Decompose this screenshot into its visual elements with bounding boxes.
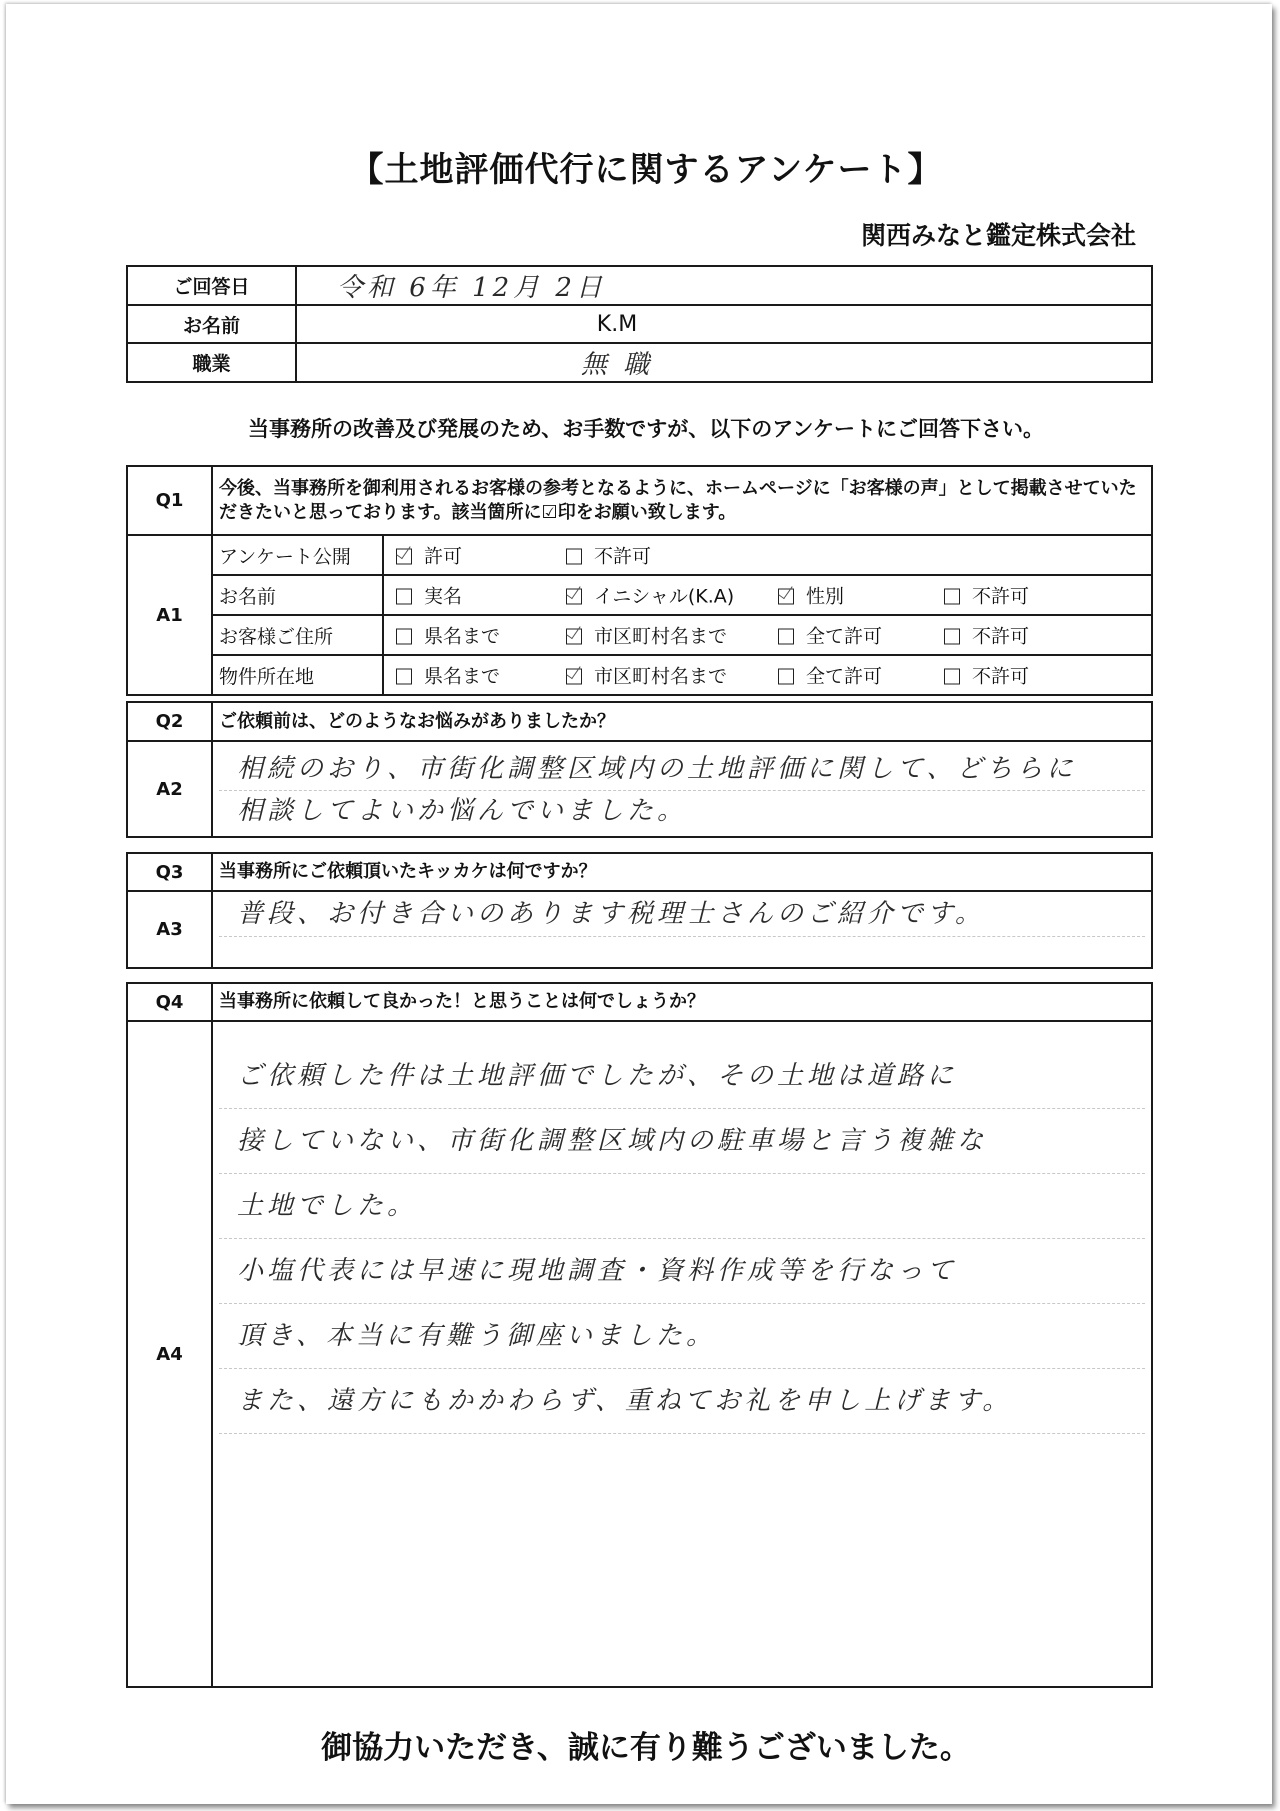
date-label: ご回答日 [127,266,296,305]
q3-label: Q3 [127,853,212,891]
closing-text: 御協力いただき、誠に有り難うございました。 [321,1730,971,1766]
option-all[interactable] [778,662,882,689]
option-label: 市区町村名まで [594,625,728,648]
option-label: 不許可 [594,545,652,568]
option-label: イニシャル(K.A) [594,585,735,608]
job-label: 職業 [127,343,296,382]
a1-row-label: お客様ご住所 [212,615,383,655]
a2-answer[interactable] [212,741,1152,837]
option-label: 市区町村名まで [594,665,728,688]
option-prefecture[interactable] [396,622,500,649]
a1-row-name [127,575,1152,615]
checkbox-checked-icon[interactable] [396,549,412,565]
a1-options [383,655,1152,695]
company-name: 関西みなと鑑定株式会社 [860,221,1136,250]
a1-row-address [127,615,1152,655]
option-label: 全て許可 [806,665,883,688]
q3-table [126,852,1153,969]
checkbox-icon[interactable] [944,589,960,605]
respondent-table [126,265,1153,383]
option-gender[interactable] [778,582,844,609]
answer-line: ご依頼した件は土地評価でしたが、その土地は道路に [219,1044,1145,1109]
option-label: 許可 [424,545,463,568]
checkbox-icon[interactable] [396,629,412,645]
answer-line: 普段、お付き合いのあります税理士さんのご紹介です。 [219,892,1145,937]
option-municipality[interactable] [566,622,727,649]
option-all[interactable] [778,622,882,649]
a3-label: A3 [127,891,212,968]
option-municipality[interactable] [566,662,727,689]
checkbox-icon[interactable] [944,629,960,645]
option-deny[interactable] [944,662,1029,689]
option-permit[interactable] [396,542,462,569]
name-row [127,305,1152,343]
document-title: 【土地評価代行に関するアンケート】 [349,150,943,190]
job-value[interactable]: 無 職 [296,343,1152,382]
date-value[interactable]: 令和 6年 12月 2日 [296,266,1152,305]
answer-line: 小塩代表には早速に現地調査・資料作成等を行なって [219,1239,1145,1304]
q2-label: Q2 [127,702,212,741]
a1-options [383,575,1152,615]
option-label: 性別 [806,585,845,608]
a1-options [383,535,1152,575]
option-label: 実名 [424,585,463,608]
answer-line: 接していない、市街化調整区域内の駐車場と言う複雑な [219,1109,1145,1174]
q3-row [127,853,1152,891]
option-label: 県名まで [424,665,501,688]
checkbox-checked-icon[interactable] [566,669,582,685]
checkbox-checked-icon[interactable] [566,629,582,645]
option-label: 県名まで [424,625,501,648]
checkbox-icon[interactable] [778,629,794,645]
name-label: お名前 [127,305,296,343]
q2-question: ご依頼前は、どのようなお悩みがありましたか？ [212,702,1152,741]
checkbox-icon[interactable] [396,669,412,685]
option-initials[interactable] [566,582,734,609]
a1-row-label: お名前 [212,575,383,615]
option-label: 不許可 [972,585,1030,608]
job-row [127,343,1152,382]
answer-line: 相続のおり、市街化調整区域内の土地評価に関して、どちらに [219,748,1145,791]
answer-line: 相談してよいか悩んでいました。 [237,795,688,826]
option-label: 全て許可 [806,625,883,648]
a2-label: A2 [127,741,212,837]
a1-options [383,615,1152,655]
a2-row [127,741,1152,837]
answer-line: 頂き、本当に有難う御座いました。 [219,1304,1145,1369]
a1-row-property [127,655,1152,695]
q4-question: 当事務所に依頼して良かった！と思うことは何でしょうか？ [212,983,1152,1021]
survey-page [6,4,1272,1804]
checkbox-checked-icon[interactable] [566,589,582,605]
checkbox-checked-icon[interactable] [778,589,794,605]
name-value[interactable]: K.M [296,305,1152,343]
checkbox-icon[interactable] [944,669,960,685]
checkbox-icon[interactable] [396,589,412,605]
a1-row-label: 物件所在地 [212,655,383,695]
option-deny[interactable] [944,622,1029,649]
answer-line: また、遠方にもかかわらず、重ねてお礼を申し上げます。 [219,1369,1145,1434]
a1-row-publish [127,535,1152,575]
option-real-name[interactable] [396,582,462,609]
a1-row-label: アンケート公開 [212,535,383,575]
answer-line: 土地でした。 [219,1174,1145,1239]
checkbox-icon[interactable] [778,669,794,685]
a4-answer[interactable] [212,1021,1152,1687]
q2-table [126,701,1153,838]
q1-table [126,465,1153,696]
a4-label: A4 [127,1021,212,1687]
a3-answer[interactable] [212,891,1152,968]
a3-row [127,891,1152,968]
intro-text: 当事務所の改善及び発展のため、お手数ですが、以下のアンケートにご回答下さい。 [248,417,1044,441]
q1-row [127,466,1152,535]
q4-table [126,982,1153,1688]
a1-label: A1 [127,535,212,695]
option-prefecture[interactable] [396,662,500,689]
q1-question: 今後、当事務所を御利用されるお客様の参考となるように、ホームページに「お客様の声」として掲載させていただきたいと思っております。該当箇所に☑印をお願い致します。 [212,466,1152,535]
a4-row [127,1021,1152,1687]
q1-label: Q1 [127,466,212,535]
option-deny[interactable] [944,582,1029,609]
option-deny[interactable] [566,542,651,569]
q2-row [127,702,1152,741]
q4-row [127,983,1152,1021]
q4-label: Q4 [127,983,212,1021]
q3-question: 当事務所にご依頼頂いたキッカケは何ですか？ [212,853,1152,891]
option-label: 不許可 [972,665,1030,688]
option-label: 不許可 [972,625,1030,648]
checkbox-icon[interactable] [566,549,582,565]
date-row [127,266,1152,305]
